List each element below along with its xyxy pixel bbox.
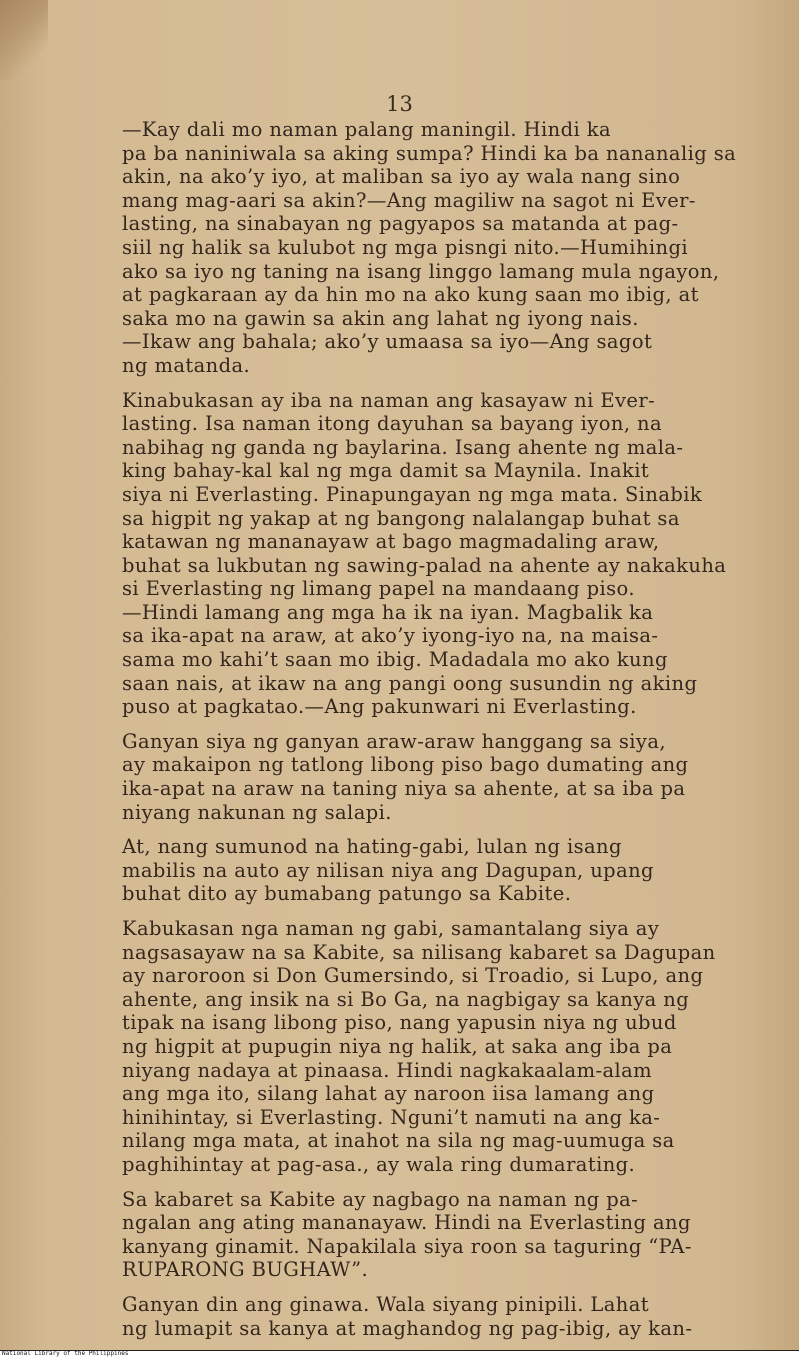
text-line: nabihag ng ganda ng baylarina. Isang ahente ng mala- [122, 435, 684, 459]
text-line: buhat sa lukbutan ng sawing-palad na ahente ay nakakuha [122, 553, 727, 577]
text-line: kanyang ginamit. Napakilala siya roon sa taguring “PA- [122, 1234, 692, 1258]
paragraph [82, 917, 722, 1177]
paragraph [82, 601, 722, 719]
text-line: ay naroroon si Don Gumersindo, si Troadio, si Lupo, ang [122, 964, 704, 988]
paragraph [82, 118, 737, 330]
paragraph [82, 388, 727, 601]
text-line: buhat dito ay bumabang patungo sa Kabite. [122, 882, 572, 906]
text-line: puso at pagkatao.—Ang pakunwari ni Everlasting. [122, 695, 637, 719]
text-line: ng higpit at pupugin niya ng halik, at saka ang iba pa [122, 1034, 673, 1058]
text-line: tipak na isang libong piso, nang yapusin niya ng ubud [122, 1011, 677, 1035]
text-line: saka mo na gawin sa akin ang lahat ng iyong nais. [122, 306, 639, 330]
paragraph [82, 1293, 722, 1340]
text-line: ang mga ito, silang lahat ay naroon iisa lamang ang [122, 1082, 655, 1106]
text-line: Kabukasan nga naman ng gabi, samantalang siya ay [122, 917, 660, 940]
text-line: king bahay-kal kal ng mga damit sa Maynila. Inakit [122, 459, 650, 483]
text-line: ng matanda. [122, 353, 251, 377]
text-line: hinihintay, si Everlasting. Nguni’t namuti na ang ka- [122, 1105, 661, 1129]
text-line: ahente, ang insik na si Bo Ga, na nagbigay sa kanya ng [122, 987, 690, 1011]
text-line: ay makaipon ng tatlong libong piso bago dumating ang [122, 753, 689, 777]
text-line: mang mag-aari sa akin?—Ang magiliw na sagot ni Ever- [122, 188, 696, 212]
text-line: si Everlasting ng limang papel na mandaang piso. [122, 577, 635, 601]
text-line: Ganyan siya ng ganyan araw-araw hanggang sa siya, [122, 729, 666, 753]
footer-credit: National Library of the Philippines [2, 1350, 129, 1357]
text-line: katawan ng mananayaw at bago magmadaling araw, [122, 530, 660, 554]
text-line: —Kay dali mo naman palang maningil. Hindi ka [122, 118, 611, 141]
text-line: —Hindi lamang ang mga ha ik na iyan. Magbalik ka [122, 600, 654, 624]
text-line: At, nang sumunod na hating-gabi, lulan ng isang [122, 835, 622, 859]
text-line: —Ikaw ang bahala; ako’y umaasa sa iyo—Ang sagot [122, 330, 653, 354]
text-line: niyang nadaya at pinaasa. Hindi nagkakaalam-alam [122, 1058, 653, 1082]
paragraph [82, 1188, 722, 1282]
page-number: 13 [386, 92, 413, 116]
paragraph [82, 330, 722, 377]
text-line: lasting. Isa naman itong dayuhan sa bayang iyon, na [122, 412, 663, 436]
text-line: lasting, na sinabayan ng pagyapos sa matanda at pag- [122, 212, 679, 236]
text-line: Kinabukasan ay iba na naman ang kasayaw ni Ever- [122, 388, 656, 412]
text-line: Sa kabaret sa Kabite ay nagbago na naman ng pa- [122, 1187, 639, 1211]
text-line: paghihintay at pag-asa., ay wala ring dumarating. [122, 1152, 636, 1176]
text-line: nagsasayaw na sa Kabite, sa nilisang kabaret sa Dagupan [122, 940, 716, 964]
text-line: siil ng halik sa kulubot ng mga pisngi nito.—Humihingi [122, 235, 689, 259]
text-line: ngalan ang ating mananayaw. Hindi na Everlasting ang [122, 1211, 691, 1235]
body-text [82, 118, 737, 1340]
text-line: akin, na ako’y iyo, at maliban sa iyo ay wala nang sino [122, 165, 681, 189]
text-line: at pagkaraan ay da hin mo na ako kung saan mo ibig, at [122, 283, 699, 307]
paragraph [82, 835, 722, 906]
text-line: Ganyan din ang ginawa. Wala siyang pinipili. Lahat [122, 1292, 649, 1316]
text-line: mabilis na auto ay nilisan niya ang Dagupan, upang [122, 858, 654, 882]
text-line: niyang nakunan ng salapi. [122, 800, 392, 824]
text-line: sama mo kahi’t saan mo ibig. Madadala mo ako kung [122, 648, 668, 672]
text-line: nilang mga mata, at inahot na sila ng mag-uumuga sa [122, 1129, 675, 1153]
text-line: ika-apat na araw na taning niya sa ahente, at sa iba pa [122, 777, 686, 801]
paragraph [82, 730, 722, 824]
text-line: ako sa iyo ng taning na isang linggo lamang mula ngayon, [122, 259, 720, 283]
torn-corner [0, 0, 48, 80]
text-line: ng lumapit sa kanya at maghandog ng pag-ibig, ay kan- [122, 1316, 693, 1340]
text-line: sa ika-apat na araw, at ako’y iyong-iyo na, na maisa- [122, 624, 659, 648]
text-line: saan nais, at ikaw na ang pangi oong susundin ng aking [122, 671, 698, 695]
text-line: siya ni Everlasting. Pinapungayan ng mga mata. Sinabik [122, 482, 703, 506]
text-line: pa ba naniniwala sa aking sumpa? Hindi ka ba nananalig sa [122, 141, 737, 165]
text-line: RUPARONG BUGHAW”. [122, 1258, 369, 1282]
text-line: sa higpit ng yakap at ng bangong nalalangap buhat sa [122, 506, 680, 530]
